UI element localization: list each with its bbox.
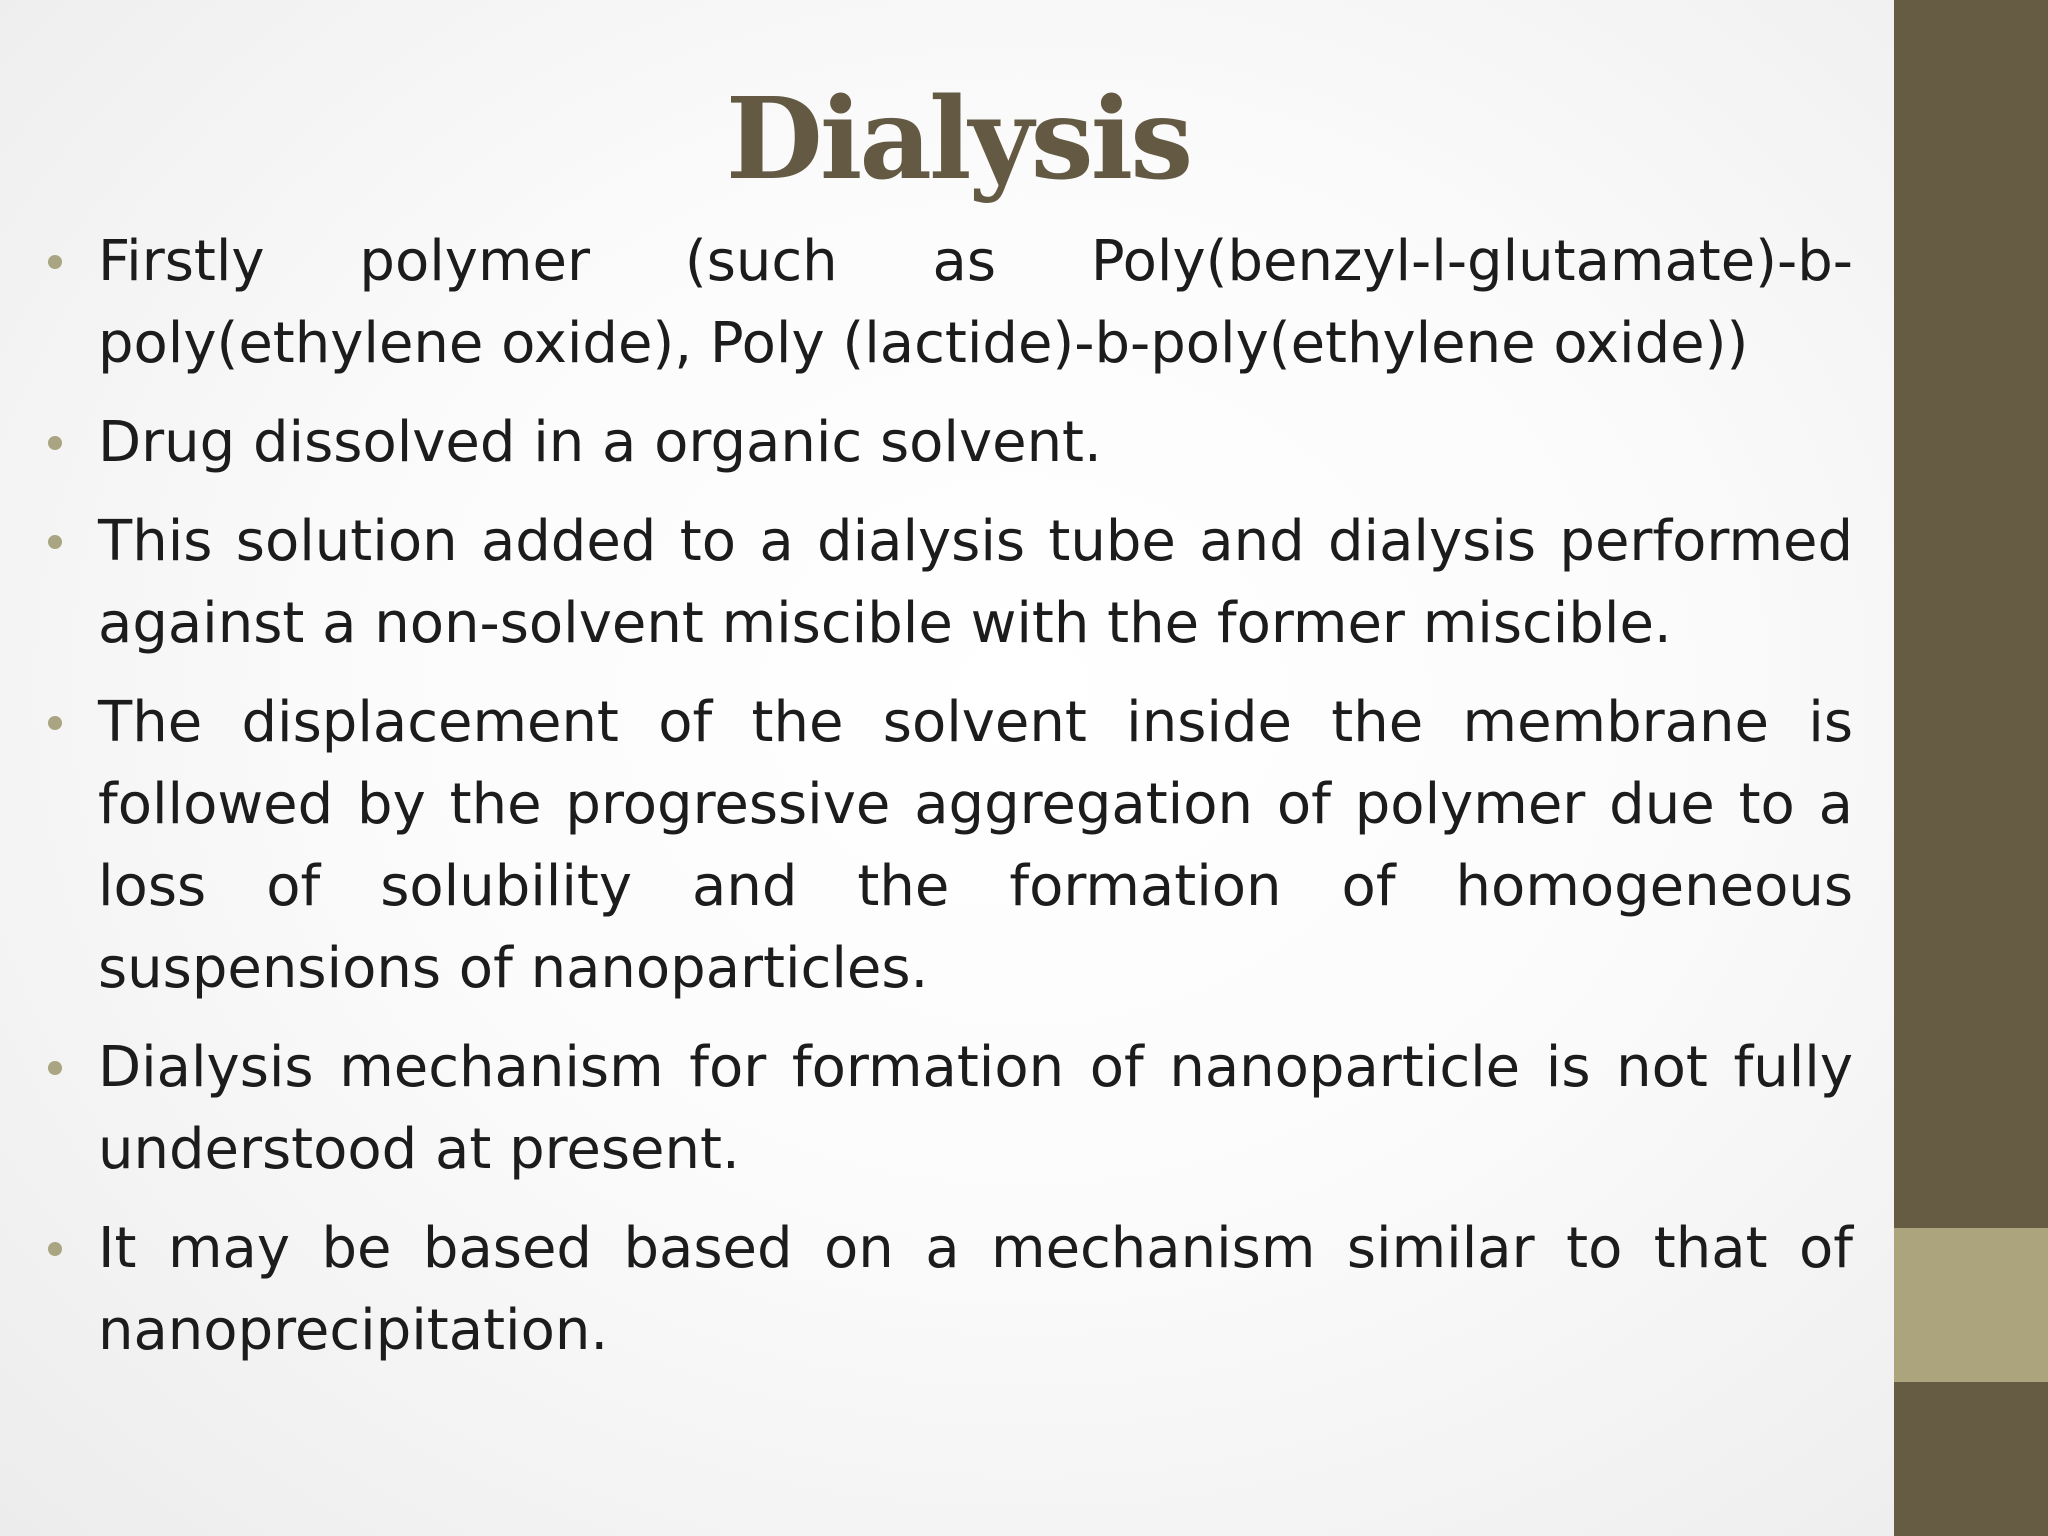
bullet-item	[0, 1027, 1853, 1191]
side-decoration-accent	[1894, 1228, 2048, 1382]
bullet-text: This solution added to a dialysis tube and dialysis performed against a non-solvent miscible with the former miscible.	[98, 509, 1853, 656]
bullet-text: Dialysis mechanism for formation of nanoparticle is not fully understood at present.	[98, 1035, 1853, 1182]
bullet-text: The displacement of the solvent inside the membrane is followed by the progressive aggregation of polymer due to a loss of solubility and the formation of homogeneous suspensions of nanoparticles.	[98, 690, 1853, 1001]
bullet-list	[0, 221, 1894, 1389]
bullet-item	[0, 221, 1853, 385]
slide-title: Dialysis	[725, 74, 1191, 205]
bullet-item	[0, 402, 1853, 484]
bullet-dot-icon	[48, 436, 62, 450]
bullet-dot-icon	[48, 1061, 62, 1075]
bullet-dot-icon	[48, 1242, 62, 1256]
bullet-text: It may be based based on a mechanism similar to that of nanoprecipitation.	[98, 1216, 1853, 1363]
bullet-dot-icon	[48, 716, 62, 730]
bullet-dot-icon	[48, 255, 62, 269]
bullet-text: Firstly polymer (such as Poly(benzyl-l-glutamate)-b-poly(ethylene oxide), Poly (lactide)-b-poly(ethylene oxide))	[98, 229, 1853, 376]
bullet-dot-icon	[48, 535, 62, 549]
bullet-item	[0, 682, 1853, 1010]
bullet-text: Drug dissolved in a organic solvent.	[98, 410, 1102, 475]
bullet-item	[0, 501, 1853, 665]
bullet-item	[0, 1208, 1853, 1372]
